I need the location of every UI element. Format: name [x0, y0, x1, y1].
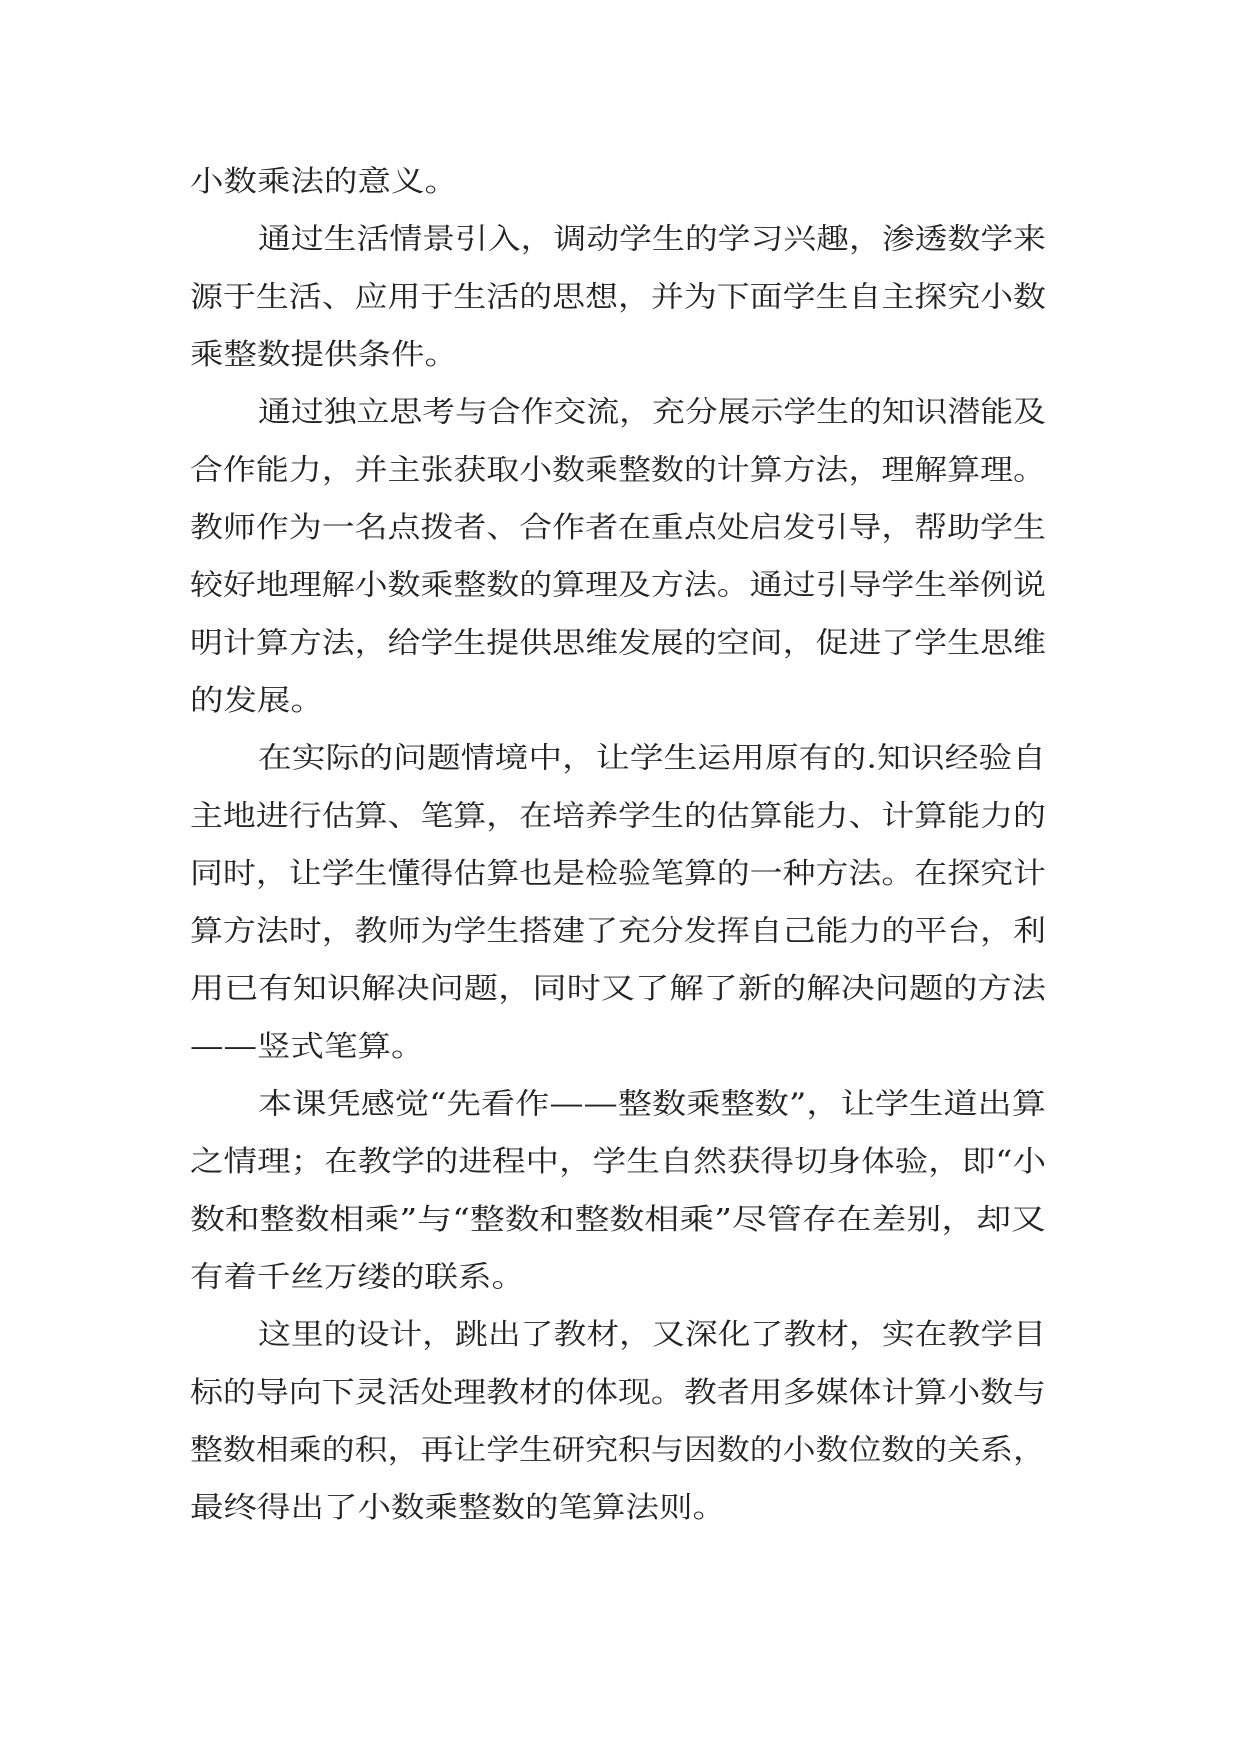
text-line: 小数乘法的意义。 — [190, 164, 458, 198]
text-line: 合作能力，并主张获取小数乘整数的计算方法，理解算理。 — [190, 452, 1046, 487]
text-line: 乘整数提供条件。 — [190, 337, 458, 371]
text-line: 通过独立思考与合作交流，充分展示学生的知识潜能及 — [258, 394, 1046, 429]
text-line: 源于生活、应用于生活的思想，并为下面学生自主探究小数 — [190, 279, 1046, 314]
text-line: 标的导向下灵活处理教材的体现。教者用多媒体计算小数与 — [190, 1374, 1046, 1409]
paragraph — [190, 222, 1046, 371]
text-line: 之情理；在教学的进程中，学生自然获得切身体验，即“小 — [190, 1144, 1048, 1179]
text-line: 主地进行估算、笔算，在培养学生的估算能力、计算能力的 — [190, 798, 1046, 833]
text-line: 用已有知识解决问题，同时又了解了新的解决问题的方法 — [190, 971, 1048, 1006]
paragraph — [190, 1087, 1047, 1294]
text-line: 这里的设计，跳出了教材，又深化了教材，实在教学目 — [258, 1317, 1046, 1352]
text-line: 整数相乘的积，再让学生研究积与因数的小数位数的关系， — [190, 1432, 1046, 1467]
text-line: 最终得出了小数乘整数的笔算法则。 — [190, 1490, 726, 1525]
paragraph — [190, 741, 1047, 1063]
text-line: 同时，让学生懂得估算也是检验笔算的一种方法。在探究计 — [190, 855, 1046, 890]
text-line: 有着千丝万缕的联系。 — [190, 1259, 525, 1294]
text-line: 教师作为一名点拨者、合作者在重点处启发引导，帮助学生 — [190, 510, 1046, 544]
text-line: ——竖式笔算。 — [190, 1028, 425, 1063]
text-line: 通过生活情景引入，调动学生的学习兴趣，渗透数学来 — [258, 221, 1046, 256]
text-line: 在实际的问题情境中，让学生运用原有的.知识经验自 — [258, 740, 1046, 775]
paragraph — [190, 164, 458, 198]
text-line: 本课凭感觉“先看作——整数乘整数”，让学生道出算 — [258, 1086, 1046, 1121]
text-line: 算方法时，教师为学生搭建了充分发挥自己能力的平台，利 — [190, 913, 1046, 948]
paragraph — [190, 1317, 1046, 1524]
paragraph — [190, 395, 1046, 717]
text-line: 数和整数相乘”与“整数和整数相乘”尽管存在差别，却又 — [190, 1201, 1046, 1236]
document-body — [190, 164, 1047, 1524]
text-line: 较好地理解小数乘整数的算理及方法。通过引导学生举例说 — [190, 567, 1046, 602]
text-line: 明计算方法，给学生提供思维发展的空间，促进了学生思维 — [190, 625, 1046, 660]
text-line: 的发展。 — [190, 682, 324, 717]
